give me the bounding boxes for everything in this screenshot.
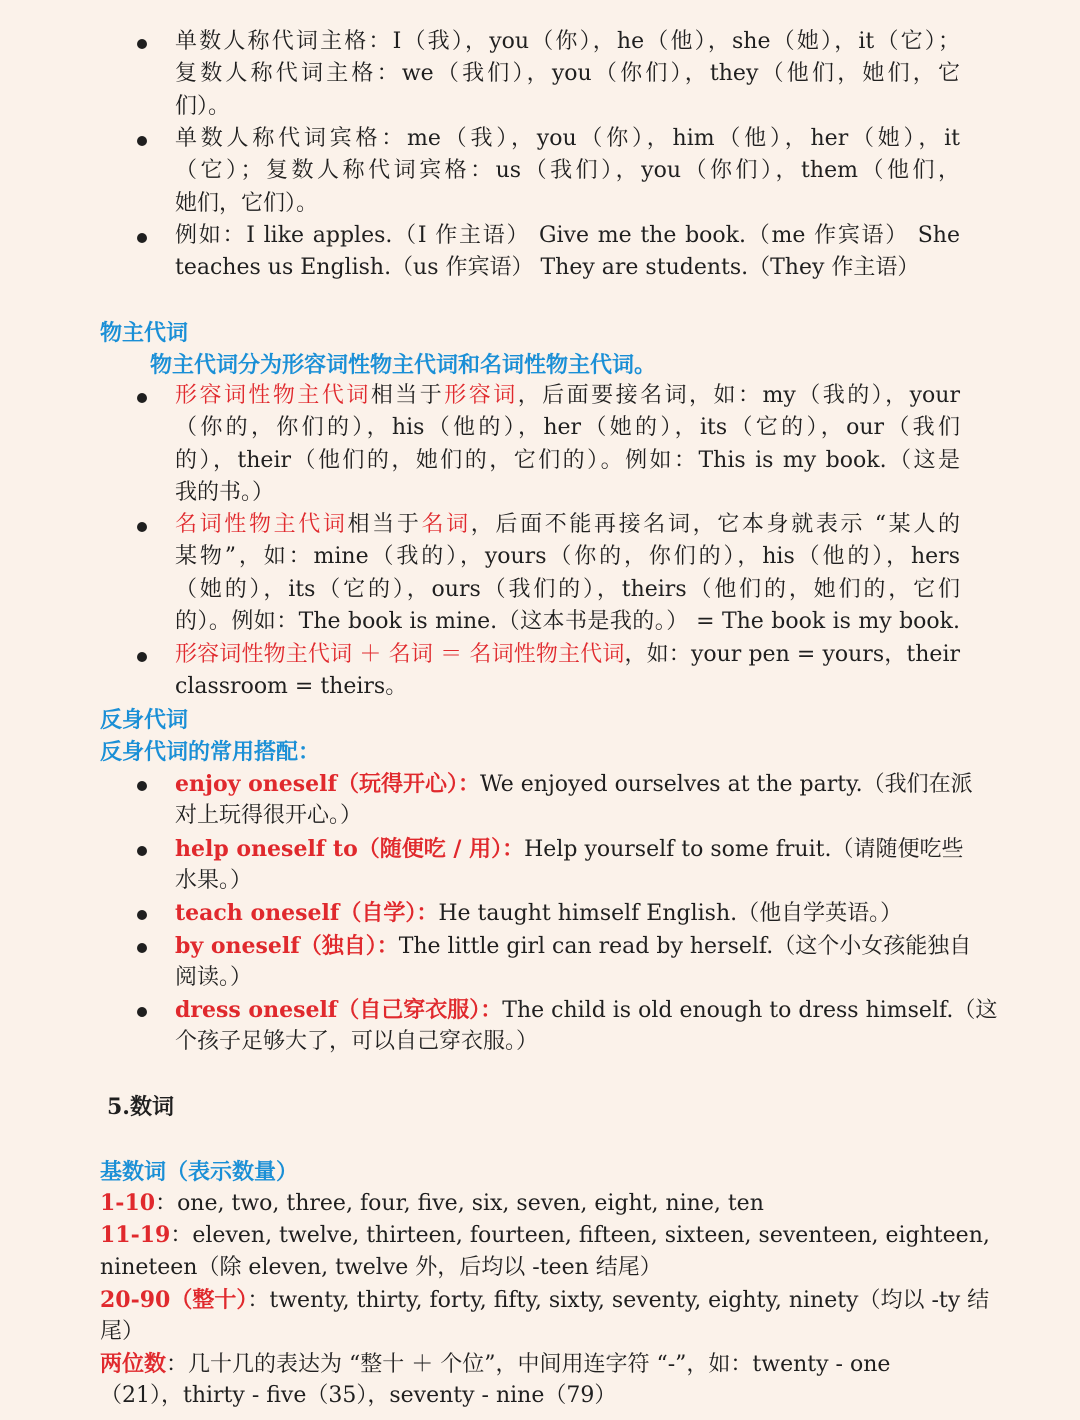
numeral-row-11-19 bbox=[100, 1219, 990, 1252]
term-highlight: 形容词性物主代词 bbox=[175, 383, 371, 408]
text-fragment: ：twenty, thirty, forty, fifty, sixty, seventy, eighty, ninety（均以 -ty 结 bbox=[247, 1288, 990, 1313]
text-fragment: ，后面不能再接名词，它本身就表示 “某人的 bbox=[470, 512, 960, 537]
text-fragment: ：one, two, three, four, five, six, seven, eight, nine, ten bbox=[155, 1191, 764, 1216]
phrase-highlight: by oneself（独自）： bbox=[175, 933, 399, 959]
phrase-highlight: teach oneself（自学）： bbox=[175, 900, 439, 926]
term-highlight: 名词 bbox=[421, 512, 471, 537]
text-fragment: ：eleven, twelve, thirteen, fourteen, fifteen, sixteen, seventeen, eighteen, bbox=[170, 1223, 990, 1248]
text-line bbox=[175, 833, 964, 865]
text-line: 水果。） bbox=[175, 868, 253, 894]
text-line: 她们，它们）。 bbox=[175, 190, 319, 216]
text-line bbox=[175, 768, 973, 800]
bullet-icon bbox=[137, 781, 147, 791]
list-item bbox=[175, 897, 960, 929]
list-item bbox=[175, 994, 998, 1059]
text-line: 个孩子足够大了，可以自己穿衣服。） bbox=[175, 1029, 539, 1055]
bullet-icon bbox=[137, 846, 147, 856]
text-fragment: 相当于 bbox=[370, 383, 445, 408]
list-item bbox=[175, 768, 973, 833]
bullet-icon bbox=[137, 943, 147, 953]
numeral-range-label: 两位数 bbox=[100, 1351, 167, 1377]
text-line: 复数人称代词主格：we（我们），you（你们），they（他们，她们，它 bbox=[175, 61, 960, 87]
text-line: 的）。例如：The book is mine.（这本书是我的。） = The book is my book. bbox=[175, 609, 960, 635]
text-line: 我的书。） bbox=[175, 480, 275, 506]
bullet-icon bbox=[137, 39, 147, 49]
section-subheading: 物主代词分为形容词性物主代词和名词性物主代词。 bbox=[150, 352, 657, 378]
section-heading: 5.数词 bbox=[107, 1094, 174, 1120]
list-item bbox=[175, 833, 964, 898]
text-line: 例如：I like apples.（I 作主语） Give me the book.（me 作宾语） She bbox=[175, 223, 960, 248]
text-line bbox=[175, 930, 972, 962]
text-line: teaches us English.（us 作宾语） They are students.（They 作主语） bbox=[175, 255, 920, 281]
phrase-highlight: dress oneself（自己穿衣服）： bbox=[175, 997, 503, 1023]
text-line: （她的），its（它的），ours（我们的），theirs（他们的，她们的，它们 bbox=[175, 576, 960, 602]
list-item bbox=[175, 639, 960, 704]
text-fragment: The child is old enough to dress himself.（这 bbox=[502, 998, 998, 1023]
list-item bbox=[175, 509, 960, 639]
bullet-icon bbox=[137, 136, 147, 146]
text-line: 某物”，如：mine（我的），yours（你的，你们的），his（他的），hers bbox=[175, 544, 960, 570]
formula-highlight: 形容词性物主代词 ＋ 名词 ＝ 名词性物主代词 bbox=[175, 642, 625, 667]
list-item bbox=[175, 380, 960, 510]
list-item bbox=[175, 930, 972, 995]
phrase-highlight: enjoy oneself（玩得开心）： bbox=[175, 771, 480, 797]
numeral-row-1-10 bbox=[100, 1187, 764, 1220]
bullet-icon bbox=[137, 522, 147, 532]
text-line bbox=[175, 639, 960, 671]
list-item bbox=[175, 26, 960, 123]
bullet-icon bbox=[137, 1007, 147, 1017]
text-fragment: We enjoyed ourselves at the party.（我们在派 bbox=[479, 772, 973, 797]
list-item bbox=[175, 220, 960, 285]
list-item bbox=[175, 123, 960, 220]
text-line: （21），thirty - five（35），seventy - nine（79） bbox=[100, 1383, 617, 1408]
text-line: 对上玩得很开心。） bbox=[175, 803, 363, 829]
numeral-range-label: 11-19 bbox=[100, 1222, 171, 1248]
text-fragment: ，后面要接名词，如：my（我的），your bbox=[517, 383, 960, 408]
text-fragment: The little girl can read by herself.（这个小女孩能独自 bbox=[398, 934, 972, 959]
text-line bbox=[175, 897, 960, 929]
text-line: 阅读。） bbox=[175, 965, 253, 991]
numeral-row-two-digit bbox=[100, 1348, 890, 1381]
numeral-range-label: 20-90（整十） bbox=[100, 1287, 248, 1313]
term-highlight: 名词性物主代词 bbox=[175, 512, 348, 537]
text-line bbox=[175, 994, 998, 1026]
bullet-icon bbox=[137, 233, 147, 243]
text-line bbox=[175, 509, 960, 541]
text-fragment: He taught himself English.（他自学英语。） bbox=[438, 901, 903, 926]
text-line: nineteen（除 eleven, twelve 外，后均以 -teen 结尾） bbox=[100, 1255, 662, 1280]
text-line: classroom = theirs。 bbox=[175, 674, 408, 700]
text-line: （你的，你们的），his（他的），her（她的），its（它的），our（我们 bbox=[175, 415, 960, 441]
text-fragment: ，如：your pen = yours，their bbox=[624, 642, 960, 667]
bullet-icon bbox=[137, 910, 147, 920]
bullet-icon bbox=[137, 393, 147, 403]
text-line: 的），their（他们的，她们的，它们的）。例如：This is my book.（这是 bbox=[175, 447, 960, 473]
section-subheading: 反身代词的常用搭配： bbox=[100, 739, 321, 765]
section-heading: 物主代词 bbox=[100, 320, 189, 346]
text-line bbox=[175, 380, 960, 412]
phrase-highlight: help oneself to（随便吃 / 用）： bbox=[175, 836, 525, 862]
section-subheading: 基数词（表示数量） bbox=[100, 1159, 299, 1185]
text-line: 单数人称代词主格：I（我），you（你），he（他），she（她），it（它）； bbox=[175, 29, 960, 54]
bullet-icon bbox=[137, 652, 147, 662]
section-heading: 反身代词 bbox=[100, 707, 189, 733]
text-line: 尾） bbox=[100, 1319, 145, 1344]
numeral-range-label: 1-10 bbox=[100, 1190, 156, 1216]
text-fragment: Help yourself to some fruit.（请随便吃些 bbox=[524, 837, 964, 862]
text-fragment: ：几十几的表达为 “整十 ＋ 个位”，中间用连字符 “-”，如：twenty - one bbox=[166, 1352, 891, 1377]
text-fragment: 相当于 bbox=[347, 512, 422, 537]
text-line: （它）；复数人称代词宾格：us（我们），you（你们），them（他们， bbox=[175, 158, 960, 184]
numeral-row-20-90 bbox=[100, 1284, 989, 1317]
term-highlight: 形容词 bbox=[444, 383, 518, 408]
text-line: 们）。 bbox=[175, 93, 231, 119]
text-line: 单数人称代词宾格：me（我），you（你），him（他），her（她），it bbox=[175, 126, 960, 151]
